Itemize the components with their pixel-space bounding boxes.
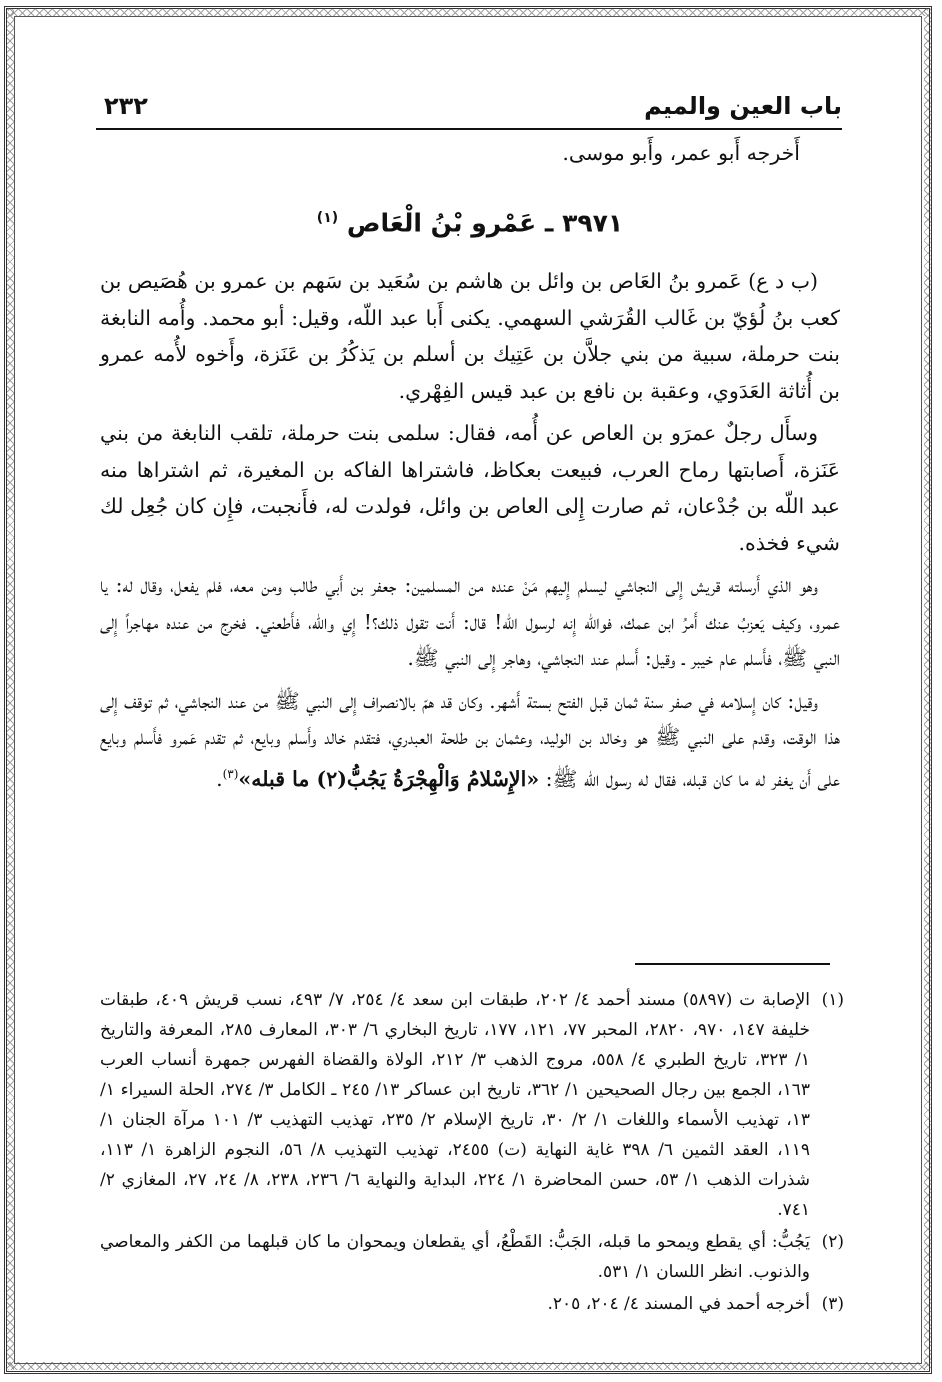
footnote-text: الإصابة ت (٥٨٩٧) مسند أحمد ٤/ ٢٠٢، طبقات ابن سعد ٤/ ٢٥٤، ٧/ ٤٩٣، نسب قريش ٤٠٩، طبقات خليفة ١٤٧، ٩٧٠، ٢٨٢٠، المحبر ٧٧، ١٢١، ١٧٧، تاريخ البخاري ٦/ ٣٠٣، المعارف ٢٨٥، المعرفة والتاريخ ١/ ٣٢٣، تاريخ الطبري ٤/ ٥٥٨، مروج الذهب ٣/ ٢١٢، الولاة والقضاة الفهرس جمهرة أنساب العرب ١٦٣، الجمع بين رجال الصحيحين ١/ ٣٦٢، تاريخ ابن عساكر ١٣/ ٢٤٥ ـ الكامل ٣/ ٢٧٤، الحلة السيراء ١/ ١٣، تهذيب الأسماء واللغات ١/ ٢/ ٣٠، تاريخ الإسلام ٢/ ٢٣٥، تهذيب التهذيب ٣/ ١٠١ مرآة الجنان ١/ ١١٩، العقد الثمين ٦/ ٣٩٨ غاية النهاية (ت) ٢٤٥٥، تهذيب التهذيب ٨/ ٥٦، النجوم الزاهرة ١/ ١١٣، شذرات الذهب ١/ ٥٣، حسن المحاضرة ١/ ٢٢٤، البداية والنهاية ٦/ ٢٣٦، ٢٣٨، ٨/ ٢٤، ٢٧، المغازي ٢/ ٧٤١. (100, 990, 811, 1220)
entry-title-text: ٣٩٧١ ـ عَمْرو بْنُ الْعَاص (346, 207, 624, 237)
page-number: ٢٣٢ (104, 92, 148, 120)
chapter-title: باب العين والميم (644, 92, 842, 120)
footnotes (100, 985, 844, 1321)
main-text (100, 135, 840, 803)
ornament-border-left (6, 8, 14, 1370)
footnote-text: أخرجه أحمد في المسند ٤/ ٢٠٤، ٢٠٥. (547, 1294, 810, 1314)
footnote-ref: (٣) (222, 766, 239, 781)
paragraph: (ب د ع) عَمرو بنُ العَاص بن وائل بن هاشم بن سُعَيد بن سَهم بن عمرو بن هُصَيص بن كعب بنُ لُؤيّ بن غَالب القُرَشي السهمي. يكنى أَبا عبد اللّه، وقيل: أبو محمد. وأُمه النابغة بنت حرملة، سبية من بني جلاَّن بن عَتِيك بن أسلم بن يَذكُرُ بن عَنَزة، وأَخوه لأُمه عمرو بن أُثاثة العَدَوي، وعقبة بن نافع بن عبد قيس الفِهْري. (100, 269, 840, 403)
intro-line: أَخرجه أَبو عمر، وأَبو موسى. (562, 141, 800, 165)
entry-title-note: (١) (316, 209, 339, 226)
running-header (96, 90, 842, 130)
ornament-border-top (8, 8, 928, 16)
footnote-number: (٢) (821, 1232, 844, 1252)
ornament-border-right (924, 8, 932, 1370)
footnote (100, 985, 844, 1225)
footnote (100, 1289, 844, 1319)
hadith-quote: «الإِسْلامُ وَالْهِجْرَةُ يَجُبُّ(٢) ما قبله» (238, 766, 540, 791)
footnote-text: يَجُبُّ: أي يقطع ويمحو ما قبله، الجَبُّ: القَطْعُ، أي يقطعان ويمحوان ما كان قبلهما من الكفر والمعاصي والذنوب. انظر اللسان ١/ ٥٣١. (100, 1232, 810, 1282)
footnote (100, 1227, 844, 1287)
footnote-number: (١) (821, 990, 844, 1010)
paragraph: وسأَل رجلٌ عمرَو بن العاص عن أُمه، فقال: سلمى بنت حرملة، تلقب النابغة من بني عَنَزة، أَصابتها رماح العرب، فبيعت بعكاظ، فاشتراها الفاكه بن المغيرة، ثم اشتراها منه عبد اللّه بن جُدْعان، ثم صارت إِلى العاص بن وائل، فولدت له، فأَنجبت، فإِن كان جُعِل لك شيء فخذه. (100, 421, 840, 555)
paragraph-text: وقيل: كان إِسلامه في صفر سنة ثمان قبل الفتح بستة أَشهر. وكان قد همّ بالانصراف إِلى النبي ﷺ من عند النجاشي، ثم توقف إِلى هذا الوقت، وقدم على النبي ﷺ هو وخالد بن الوليد، وعثمان بن طلحة العبدري، فتقدم خالد وأَسلم وبايع، ثم تقدم عَمرو فأَسلم وبايع على أَن يغفر له ما كان قبله، فقال له رسول الله ﷺ: (100, 688, 840, 791)
paragraph: وهو الذي أَرسلته قريش إِلى النجاشي ليسلم إِليهم مَنْ عنده من المسلمين: جعفر بن أَبي طالب ومن معه، فلم يفعل، وقال له: يا عمرو، وكيف يَعزبُ عنك أَمرُ ابن عمك، فوالله إِنه لرسول الله! قال: أَنت تقول ذلك؟! إِي والله، فأَطعني. فخرج من عنده مهاجراً إِلى النبي ﷺ، فأَسلم عام خيبر ـ وقيل: أَسلم عند النجاشي، وهاجر إِلى النبي ﷺ. (100, 573, 840, 671)
paragraph-last: وقيل: كان إِسلامه في صفر سنة ثمان قبل الفتح بستة أَشهر. وكان قد همّ بالانصراف إِلى النبي ﷺ من عند النجاشي، ثم توقف إِلى هذا الوقت، وقدم على النبي ﷺ هو وخالد بن الوليد، وعثمان بن طلحة العبدري، فتقدم خالد وأَسلم وبايع، ثم تقدم عَمرو فأَسلم وبايع على أَن يغفر له ما كان قبله، فقال له رسول الله ﷺ: «الإِسْلامُ وَالْهِجْرَةُ يَجُبُّ(٢) ما قبله»$^{(٣)}$. (100, 688, 840, 791)
footnote-separator (635, 963, 830, 965)
entry-title (100, 200, 840, 242)
footnote-number: (٣) (821, 1294, 844, 1314)
